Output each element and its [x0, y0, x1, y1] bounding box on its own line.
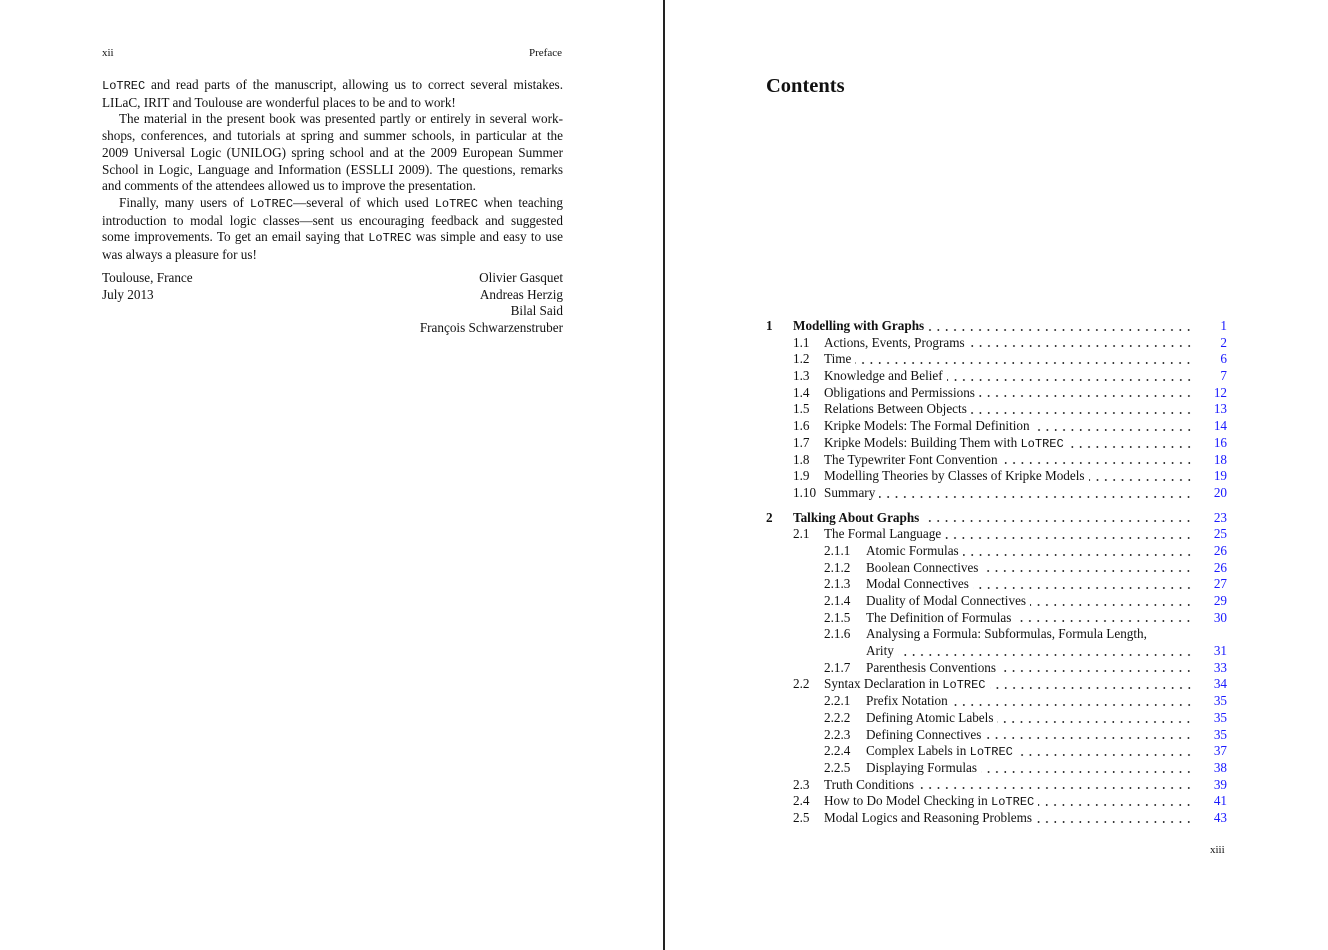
- toc-page-link[interactable]: 23: [1213, 509, 1227, 525]
- toc-entry-number: 1.9: [793, 468, 810, 484]
- toc-entry[interactable]: [766, 793, 1227, 810]
- toc-entry-title-text: Modal Logics and Reasoning Problems: [824, 809, 1033, 825]
- toc-entry-title[interactable]: [866, 727, 985, 744]
- toc-entry-number: 1.8: [793, 451, 810, 467]
- toc-page-link[interactable]: 43: [1213, 809, 1227, 825]
- toc-entry-number: 2.1.1: [824, 542, 851, 558]
- toc-entry-title[interactable]: [866, 693, 952, 710]
- toc-page-link[interactable]: 31: [1213, 643, 1227, 659]
- toc-entry[interactable]: [766, 693, 1227, 710]
- toc-entry-number: 2.1.5: [824, 609, 851, 625]
- toc-entry-title[interactable]: [793, 510, 923, 527]
- toc-page-link[interactable]: 35: [1213, 726, 1227, 742]
- lotrec-name: LoTREC: [249, 196, 294, 211]
- author: Andreas Herzig: [479, 286, 563, 302]
- dot-leader: [1036, 810, 1193, 827]
- paragraph-text: and read parts of the manuscript, allowing us to correct several mistakes. LILaC, IRIT and Toulouse are wonderful places to be and to work!: [102, 77, 563, 110]
- preface-paragraph: [102, 111, 563, 195]
- toc-entry-title-text: Modelling Theories by Classes of Kripke Models: [824, 468, 1085, 484]
- toc-entry[interactable]: [766, 435, 1227, 452]
- dot-leader: [918, 777, 1193, 794]
- paragraph-text: when teaching introduction to modal logic classes—sent us encouraging feedback and suggested some improvements. To get an email saying that: [102, 194, 563, 245]
- toc-page-link[interactable]: 26: [1213, 559, 1227, 575]
- lotrec-name: LoTREC: [102, 79, 146, 93]
- dot-leader: [898, 643, 1193, 660]
- dot-leader: [1002, 452, 1193, 469]
- toc-entry-title-text: Duality of Modal Connectives: [866, 593, 1027, 608]
- dot-leader: [985, 727, 1193, 744]
- dot-leader: [981, 760, 1193, 777]
- toc-entry-title-text: Syntax Declaration in: [824, 676, 943, 692]
- dot-leader: [1068, 435, 1193, 452]
- toc-entry[interactable]: [766, 401, 1227, 418]
- dot-leader: [979, 385, 1193, 402]
- toc-entry-title[interactable]: [866, 610, 1015, 627]
- toc-entry-title-text: Talking About Graphs: [793, 509, 920, 525]
- toc-entry-title[interactable]: [824, 676, 990, 693]
- toc-page-link[interactable]: 25: [1213, 526, 1227, 542]
- toc-entry-title[interactable]: [824, 351, 855, 368]
- toc-entry-title[interactable]: [866, 626, 1151, 643]
- toc-entry-number: 2.1.7: [824, 659, 851, 675]
- toc-entry-title-text: Prefix Notation: [866, 693, 948, 709]
- toc-entry-number: 2.2: [793, 676, 810, 692]
- toc-entry-number: 2.2.2: [824, 709, 851, 725]
- toc-entry[interactable]: [766, 385, 1227, 402]
- paragraph-text: The material in the present book was presented partly or entirely in several work-shops, conferences, and tutorials at spring and summer schools, in particular at the 2009 Universal Logic (UNILOG) spring school and at the 2009 European Summer School in Logic, Language and Information (ESSLLI 2009). The questions, remarks and comments of the attendees allowed us to improve the presentation.: [102, 111, 563, 194]
- toc-page-link[interactable]: 37: [1213, 743, 1227, 759]
- toc-entry-title-text: Time: [824, 351, 852, 367]
- lotrec-name: LoTREC: [991, 795, 1035, 810]
- toc-entry-number: 2.2.3: [824, 726, 851, 742]
- toc-entry-title[interactable]: [866, 660, 1000, 677]
- toc-entry-title[interactable]: [866, 760, 981, 777]
- toc-entry-number: 2.1.4: [824, 593, 851, 608]
- dot-leader: [945, 526, 1193, 543]
- toc-entry-title[interactable]: [866, 560, 982, 577]
- dot-leader: [997, 710, 1193, 727]
- author: François Schwarzenstruber: [419, 320, 563, 336]
- toc-entry[interactable]: [766, 485, 1227, 502]
- toc-entry[interactable]: [766, 560, 1227, 577]
- dot-leader: [1151, 626, 1193, 643]
- toc-entry-number: 1.1: [793, 334, 810, 350]
- paragraph-text: —several of which used: [293, 194, 435, 210]
- dot-leader: [855, 351, 1193, 368]
- toc-entry-title[interactable]: [824, 777, 918, 794]
- paragraph-text: was simple and easy to use was always a pleasure for us!: [102, 229, 563, 263]
- preface-body: [102, 77, 563, 264]
- toc-entry-number: 2.1.6: [824, 626, 851, 642]
- toc-entry-title-text: Kripke Models: Building Them with: [824, 434, 1021, 450]
- toc-entry-title-text: Modal Connectives: [866, 576, 969, 592]
- dot-leader: [952, 693, 1193, 710]
- lotrec-name: LoTREC: [1020, 436, 1064, 451]
- toc-entry-number: 2.1: [793, 526, 810, 542]
- place-date: [102, 270, 193, 337]
- dot-leader: [1089, 468, 1193, 485]
- toc-entry[interactable]: [766, 318, 1227, 335]
- toc-page-link[interactable]: 30: [1213, 609, 1227, 625]
- toc-page-link[interactable]: 26: [1213, 542, 1227, 558]
- lotrec-name: LoTREC: [368, 231, 412, 246]
- dot-leader: [990, 676, 1193, 693]
- running-head: Preface: [529, 47, 562, 59]
- toc-entry-title[interactable]: [866, 543, 963, 560]
- toc-entry[interactable]: [766, 468, 1227, 485]
- toc-entry[interactable]: [766, 676, 1227, 693]
- toc-entry-number: 2: [766, 509, 773, 525]
- toc-entry[interactable]: [766, 660, 1227, 677]
- toc-page-link[interactable]: 14: [1213, 418, 1227, 434]
- paragraph-text: Finally, many users of: [119, 194, 250, 210]
- toc-entry[interactable]: [766, 710, 1227, 727]
- toc-entry-title-text: The Formal Language: [824, 526, 942, 542]
- toc-entry[interactable]: [766, 351, 1227, 368]
- preface-paragraph: [102, 77, 563, 111]
- preface-paragraph: [102, 195, 563, 264]
- toc-entry-title[interactable]: [824, 485, 879, 502]
- toc-entry-number: 1: [766, 318, 773, 333]
- toc-page-link[interactable]: 27: [1213, 576, 1227, 592]
- toc-entry-title-text: Complex Labels in: [866, 743, 970, 759]
- toc-entry-title-text: The Definition of Formulas: [866, 609, 1012, 625]
- toc-entry-title[interactable]: [824, 335, 969, 352]
- dot-leader: [923, 510, 1193, 527]
- toc-entry-number: 2.2.5: [824, 759, 851, 775]
- toc-entry-title[interactable]: [866, 710, 997, 727]
- toc-entry-title-text: Relations Between Objects: [824, 401, 967, 417]
- toc-entry-title[interactable]: [866, 743, 1017, 760]
- left-page-number: xii: [102, 47, 114, 59]
- toc-entry-number: 1.4: [793, 384, 810, 400]
- toc-page-link[interactable]: 12: [1213, 384, 1227, 400]
- toc-page-link[interactable]: 19: [1213, 468, 1227, 484]
- toc-entry[interactable]: [766, 368, 1227, 385]
- dot-leader: [1030, 593, 1193, 610]
- dot-leader: [982, 560, 1193, 577]
- page-divider: [663, 0, 665, 950]
- dot-leader: [973, 576, 1193, 593]
- toc-entry-title[interactable]: [824, 452, 1002, 469]
- right-page-number: xiii: [1210, 844, 1225, 856]
- toc-page-link[interactable]: 13: [1213, 401, 1227, 417]
- toc-entry[interactable]: [766, 526, 1227, 543]
- toc-entry-number: 1.3: [793, 368, 810, 384]
- dot-leader: [1034, 418, 1193, 435]
- toc-page-link[interactable]: 33: [1213, 659, 1227, 675]
- toc-entry-number: 1.6: [793, 418, 810, 434]
- toc-entry-title[interactable]: [824, 793, 1038, 810]
- toc-entry-number: 1.7: [793, 434, 810, 450]
- toc-entry-title-text: Knowledge and Belief: [824, 368, 943, 384]
- toc-page-link[interactable]: 16: [1213, 434, 1227, 450]
- toc-page-link[interactable]: 39: [1213, 776, 1227, 792]
- toc-entry-title-text: How to Do Model Checking in: [824, 793, 992, 809]
- authors: [420, 270, 563, 337]
- toc-entry-title-text: Modelling with Graphs: [793, 318, 925, 333]
- toc-entry[interactable]: [766, 335, 1227, 352]
- dot-leader: [1017, 743, 1193, 760]
- toc-entry-title[interactable]: [824, 418, 1034, 435]
- toc-entry-title[interactable]: [824, 401, 971, 418]
- toc-entry-number: 2.4: [793, 793, 810, 809]
- toc-entry-title[interactable]: [866, 576, 973, 593]
- toc-entry-title[interactable]: [824, 468, 1089, 485]
- toc-entry-number: 1.2: [793, 351, 810, 367]
- toc-page-link[interactable]: 18: [1213, 451, 1227, 467]
- lotrec-name: LoTREC: [434, 196, 478, 211]
- toc-entry-number: 2.2.4: [824, 743, 851, 759]
- toc-entry-title[interactable]: [824, 385, 979, 402]
- toc-entry-title-text: Kripke Models: The Formal Definition: [824, 418, 1030, 434]
- date: July 2013: [102, 286, 154, 302]
- dot-leader: [879, 485, 1193, 502]
- toc-entry[interactable]: [766, 510, 1227, 527]
- toc-entry-title[interactable]: [824, 435, 1068, 452]
- toc-page-link[interactable]: 20: [1213, 484, 1227, 500]
- toc-entry[interactable]: [766, 610, 1227, 627]
- toc-entry-title[interactable]: [866, 593, 1030, 610]
- dot-leader: [969, 335, 1193, 352]
- dot-leader: [1038, 793, 1193, 810]
- toc-entry-title-text: Defining Connectives: [866, 726, 982, 742]
- toc-entry[interactable]: [766, 576, 1227, 593]
- toc-entry-continuation[interactable]: [766, 643, 1227, 660]
- signature-block: [102, 270, 563, 337]
- toc-entry-number: 1.5: [793, 401, 810, 417]
- toc-entry[interactable]: [766, 727, 1227, 744]
- dot-leader: [928, 318, 1193, 335]
- toc-entry-title: Arity: [866, 643, 894, 659]
- toc-entry[interactable]: [766, 543, 1227, 560]
- dot-leader: [1000, 660, 1193, 677]
- toc-entry-number: 2.2.1: [824, 693, 851, 709]
- toc-entry-title[interactable]: [793, 318, 928, 335]
- toc-page-link[interactable]: 29: [1213, 593, 1227, 608]
- toc-page-link[interactable]: 6: [1220, 351, 1227, 367]
- toc-entry[interactable]: [766, 418, 1227, 435]
- toc-entry[interactable]: [766, 452, 1227, 469]
- toc-entry-title-text: The Typewriter Font Convention: [824, 451, 998, 467]
- toc-entry[interactable]: [766, 810, 1227, 827]
- dot-leader: [971, 401, 1193, 418]
- place: Toulouse, France: [102, 270, 193, 285]
- toc-entry-number: 1.10: [793, 484, 817, 500]
- toc-entry-title[interactable]: [824, 368, 947, 385]
- toc-entry-title[interactable]: [824, 526, 945, 543]
- toc-entry-title-text: Defining Atomic Labels: [866, 709, 994, 725]
- toc-entry-title-text: Truth Conditions: [824, 776, 915, 792]
- toc-entry-title-text: Actions, Events, Programs: [824, 334, 965, 350]
- toc-entry[interactable]: [766, 626, 1227, 643]
- toc-entry[interactable]: [766, 760, 1227, 777]
- author: Olivier Gasquet: [479, 270, 563, 285]
- toc-page-link[interactable]: 35: [1213, 709, 1227, 725]
- table-of-contents: [766, 318, 1227, 827]
- toc-page-link[interactable]: 34: [1213, 676, 1227, 692]
- toc-entry-title-text: Boolean Connectives: [866, 559, 979, 575]
- toc-entry-title-text: Obligations and Permissions: [824, 384, 975, 400]
- contents-title: Contents: [766, 75, 845, 97]
- toc-entry-title-text: Parenthesis Conventions: [866, 659, 997, 675]
- dot-leader: [947, 368, 1193, 385]
- toc-entry[interactable]: [766, 593, 1227, 610]
- lotrec-name: LoTREC: [942, 678, 986, 693]
- toc-page-link[interactable]: 35: [1213, 693, 1227, 709]
- toc-entry[interactable]: [766, 743, 1227, 760]
- toc-page-link[interactable]: 2: [1220, 334, 1227, 350]
- dot-leader: [1015, 610, 1193, 627]
- toc-entry[interactable]: [766, 777, 1227, 794]
- toc-entry-number: 2.5: [793, 809, 810, 825]
- toc-entry-title-text: Displaying Formulas: [866, 759, 977, 775]
- author: Bilal Said: [510, 303, 563, 319]
- toc-entry-title[interactable]: [824, 810, 1036, 827]
- toc-entry-title-text: Atomic Formulas: [866, 542, 959, 558]
- toc-entry-number: 2.1.2: [824, 559, 851, 575]
- toc-page-link[interactable]: 38: [1213, 759, 1227, 775]
- lotrec-name: LoTREC: [969, 745, 1013, 760]
- toc-page-link[interactable]: 1: [1220, 318, 1227, 333]
- toc-page-link[interactable]: 7: [1220, 368, 1227, 384]
- toc-entry-title-text: Analysing a Formula: Subformulas, Formula Length,: [866, 626, 1147, 642]
- toc-entry-number: 2.3: [793, 776, 810, 792]
- toc-entry-title-text: Summary: [824, 484, 876, 500]
- dot-leader: [963, 543, 1193, 560]
- toc-page-link[interactable]: 41: [1213, 793, 1227, 809]
- toc-entry-number: 2.1.3: [824, 576, 851, 592]
